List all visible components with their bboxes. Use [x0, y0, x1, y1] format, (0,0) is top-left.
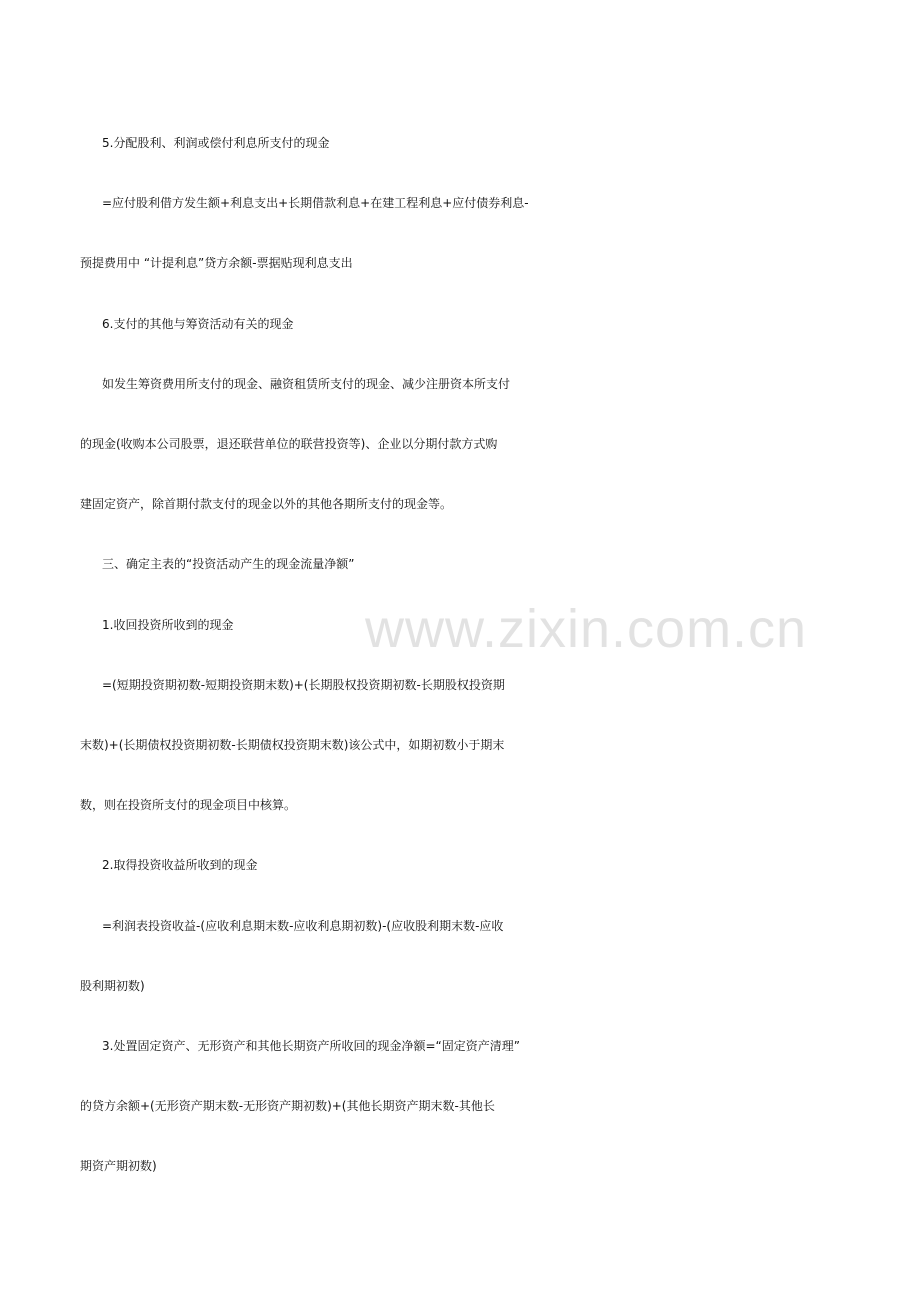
- heading-item-1: 1.收回投资所收到的现金: [102, 618, 234, 632]
- heading-item-3: 3.处置固定资产、无形资产和其他长期资产所收回的现金净额=“固定资产清理”: [102, 1039, 520, 1053]
- formula-line: 期资产期初数): [80, 1159, 157, 1173]
- heading-item-6: 6.支付的其他与筹资活动有关的现金: [102, 317, 294, 331]
- section-heading: 三、确定主表的“投资活动产生的现金流量净额”: [102, 557, 355, 571]
- formula-line: 数，则在投资所支付的现金项目中核算。: [80, 798, 297, 812]
- formula-line: =利润表投资收益-(应收利息期末数-应收利息期初数)-(应收股利期末数-应收: [102, 919, 504, 933]
- formula-line: =(短期投资期初数-短期投资期末数)+(长期股权投资期初数-长期股权投资期: [102, 678, 505, 692]
- watermark: www.zixin.com.cn: [365, 599, 808, 659]
- formula-line: 的贷方余额+(无形资产期末数-无形资产期初数)+(其他长期资产期末数-其他长: [80, 1099, 495, 1113]
- paragraph-line: 如发生筹资费用所支付的现金、融资租赁所支付的现金、减少注册资本所支付: [102, 377, 511, 391]
- formula-line: 末数)+(长期债权投资期初数-长期债权投资期末数)该公式中，如期初数小于期末: [80, 738, 505, 752]
- formula-line: 预提费用中 “计提利息”贷方余额-票据贴现利息支出: [80, 256, 353, 270]
- formula-line: 股利期初数): [80, 979, 145, 993]
- paragraph-line: 的现金(收购本公司股票，退还联营单位的联营投资等)、企业以分期付款方式购: [80, 437, 498, 451]
- paragraph-line: 建固定资产，除首期付款支付的现金以外的其他各期所支付的现金等。: [80, 497, 453, 511]
- heading-item-5: 5.分配股利、利润或偿付利息所支付的现金: [102, 136, 330, 150]
- heading-item-2: 2.取得投资收益所收到的现金: [102, 858, 258, 872]
- formula-line: =应付股利借方发生额+利息支出+长期借款利息+在建工程利息+应付债券利息-: [102, 196, 529, 210]
